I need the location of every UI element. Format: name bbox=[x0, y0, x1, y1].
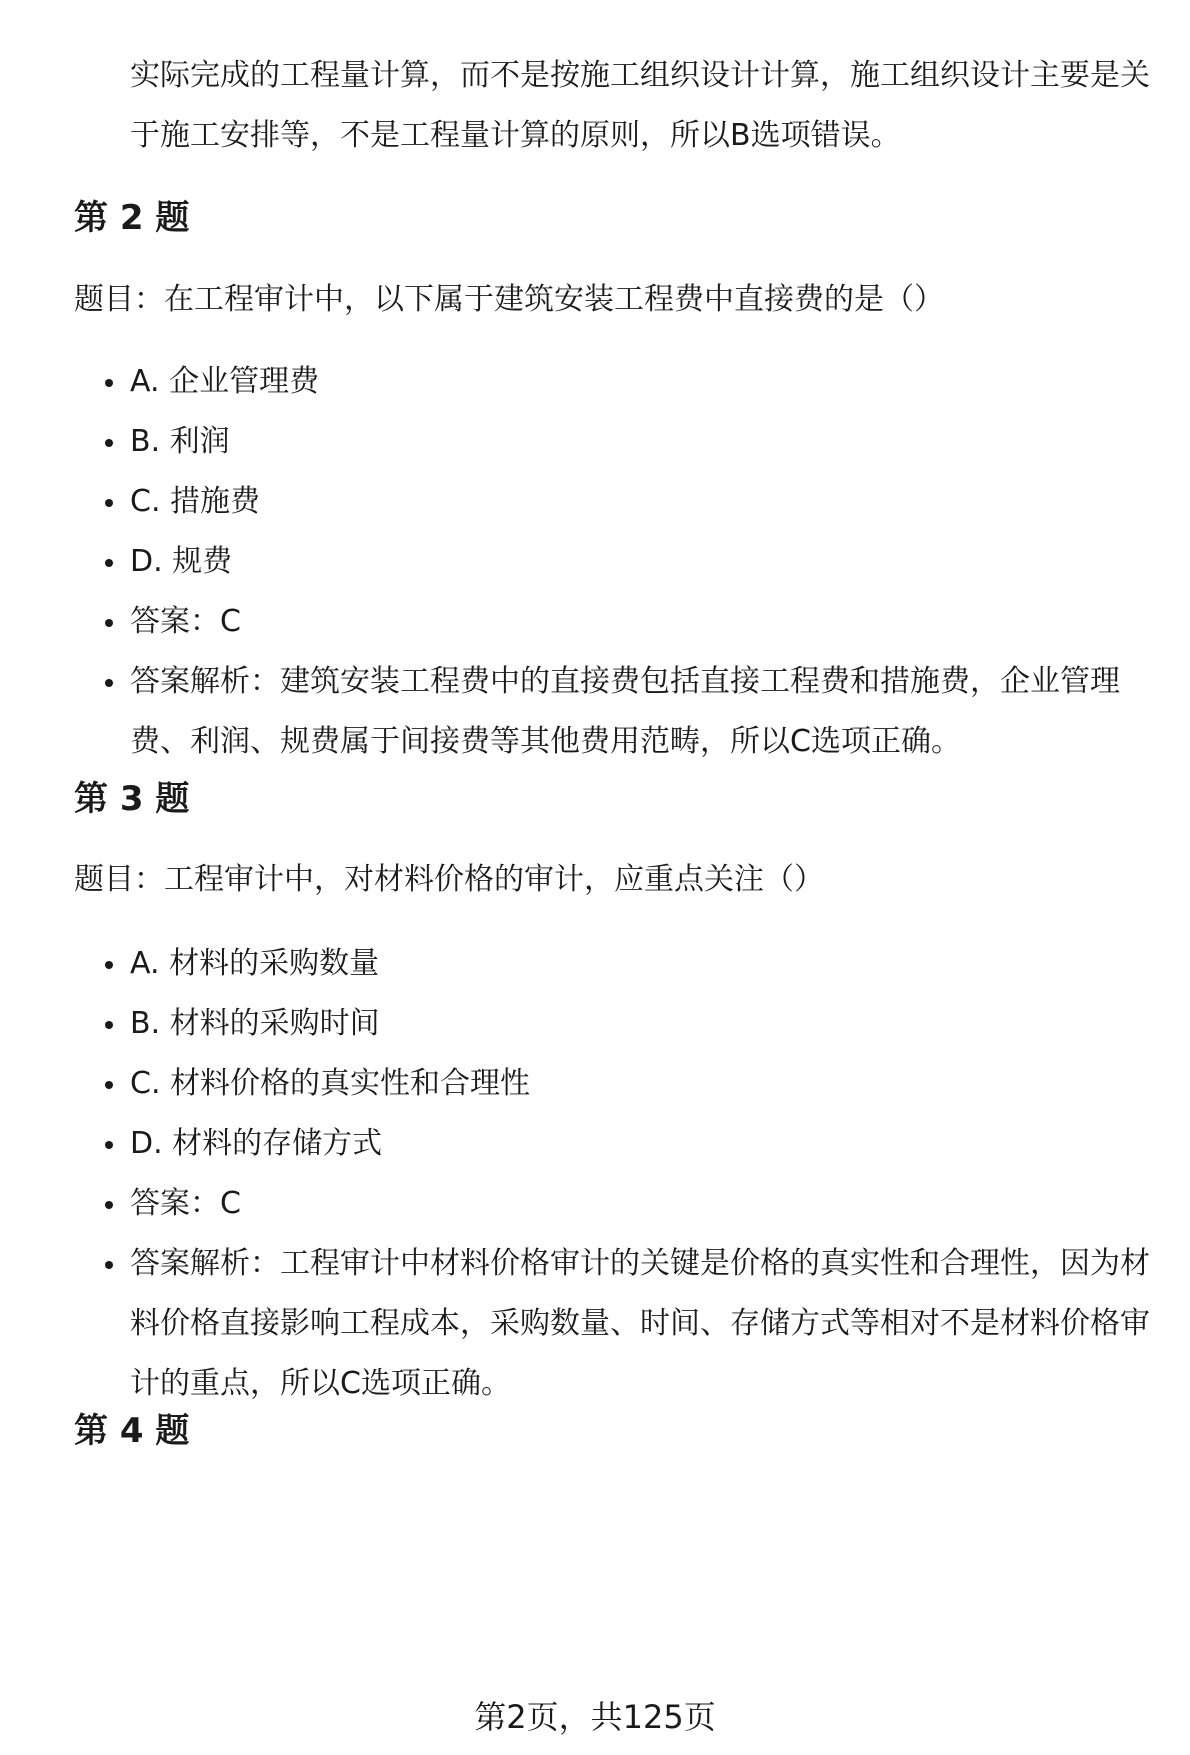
question-3-list bbox=[0, 934, 1190, 1414]
question-4-heading: 第 4 题 bbox=[74, 1411, 190, 1451]
question-2-list bbox=[0, 352, 1190, 772]
option-b bbox=[0, 412, 1160, 472]
option-label: A. 材料的采购数量 bbox=[130, 946, 380, 981]
answer-text: 答案：C bbox=[130, 1186, 241, 1221]
bullet-icon bbox=[105, 1081, 113, 1089]
explanation-text: 答案解析：工程审计中材料价格审计的关键是价格的真实性和合理性，因为材料价格直接影响工程成本，采购数量、时间、存储方式等相对不是材料价格审计的重点，所以C选项正确。 bbox=[130, 1246, 1150, 1401]
option-label: D. 规费 bbox=[130, 544, 233, 579]
option-label: C. 材料价格的真实性和合理性 bbox=[130, 1066, 531, 1101]
answer-explanation bbox=[0, 652, 1160, 772]
question-2-text: 题目：在工程审计中，以下属于建筑安装工程费中直接费的是（） bbox=[74, 282, 944, 317]
bullet-icon bbox=[105, 559, 113, 567]
bullet-icon bbox=[105, 1021, 113, 1029]
bullet-icon bbox=[105, 1201, 113, 1209]
answer-text: 答案：C bbox=[130, 604, 241, 639]
question-3-heading: 第 3 题 bbox=[74, 779, 190, 819]
option-a bbox=[0, 934, 1160, 994]
option-c bbox=[0, 472, 1160, 532]
option-d bbox=[0, 1114, 1160, 1174]
bullet-icon bbox=[105, 1141, 113, 1149]
bullet-icon bbox=[105, 619, 113, 627]
question-3-text: 题目：工程审计中，对材料价格的审计，应重点关注（） bbox=[74, 862, 824, 897]
answer bbox=[0, 1174, 1160, 1234]
answer-explanation bbox=[0, 1234, 1160, 1414]
option-b bbox=[0, 994, 1160, 1054]
answer bbox=[0, 592, 1160, 652]
page-number-footer: 第2页，共125页 bbox=[474, 1698, 716, 1736]
option-c bbox=[0, 1054, 1160, 1114]
bullet-icon bbox=[105, 499, 113, 507]
option-label: B. 材料的采购时间 bbox=[130, 1006, 380, 1041]
option-label: A. 企业管理费 bbox=[130, 364, 320, 399]
option-a bbox=[0, 352, 1160, 412]
bullet-icon bbox=[105, 961, 113, 969]
previous-answer-explanation-continuation: 实际完成的工程量计算，而不是按施工组织设计计算，施工组织设计主要是关于施工安排等，不是工程量计算的原则，所以B选项错误。 bbox=[130, 58, 1150, 153]
bullet-icon bbox=[105, 379, 113, 387]
explanation-text: 答案解析：建筑安装工程费中的直接费包括直接工程费和措施费，企业管理费、利润、规费属于间接费等其他费用范畴，所以C选项正确。 bbox=[130, 664, 1120, 759]
option-label: B. 利润 bbox=[130, 424, 230, 459]
bullet-icon bbox=[105, 679, 113, 687]
option-label: D. 材料的存储方式 bbox=[130, 1126, 383, 1161]
bullet-icon bbox=[105, 1261, 113, 1269]
option-d bbox=[0, 532, 1160, 592]
option-label: C. 措施费 bbox=[130, 484, 261, 519]
bullet-icon bbox=[105, 439, 113, 447]
question-2-heading: 第 2 题 bbox=[74, 198, 190, 238]
